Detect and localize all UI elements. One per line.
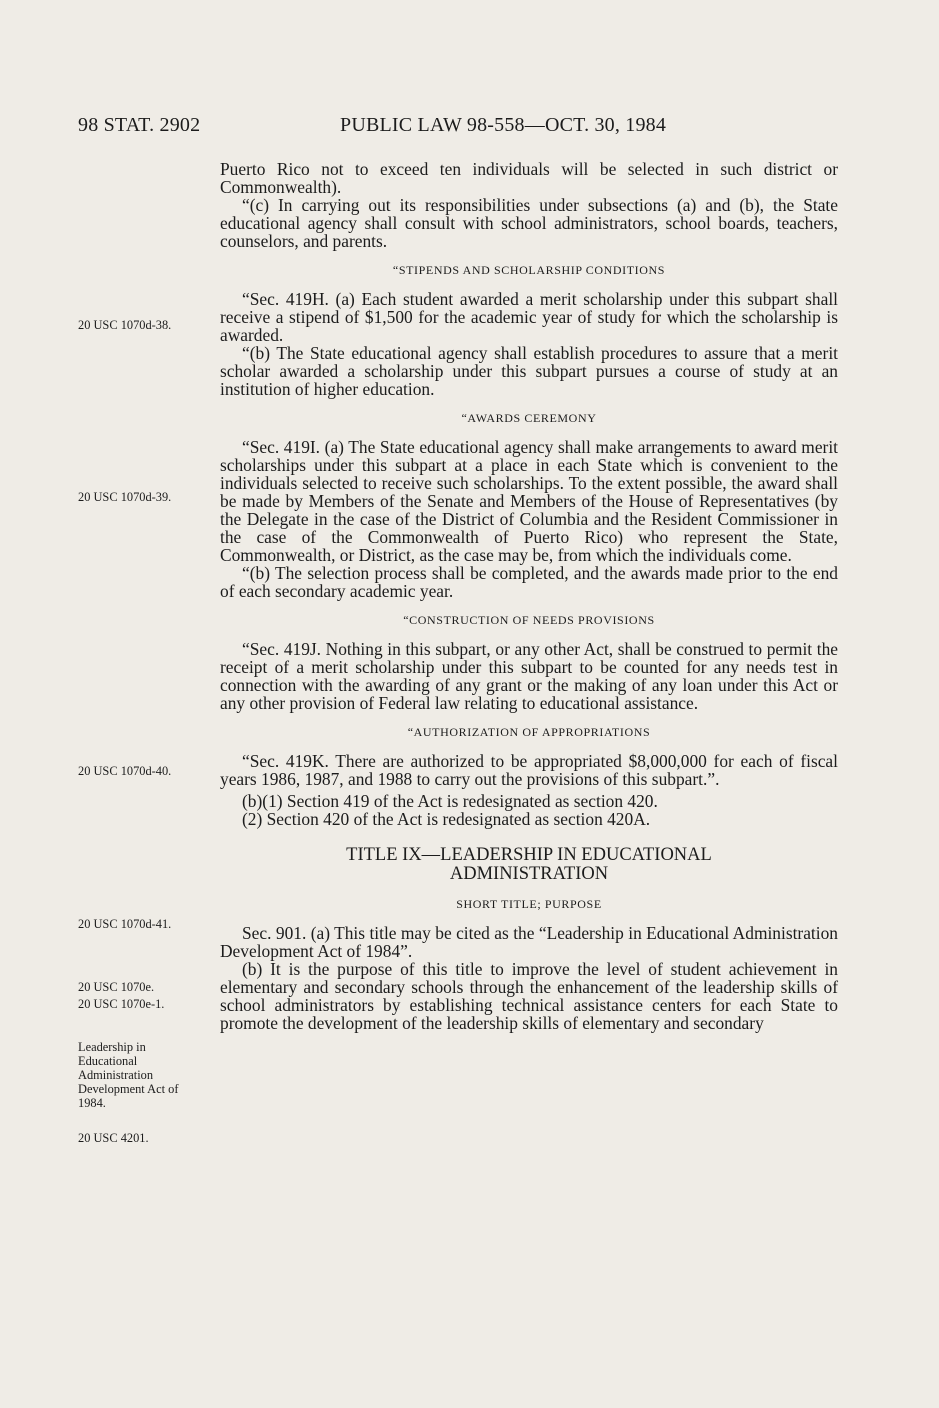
page-reference: 98 STAT. 2902 <box>78 114 201 136</box>
margin-note-usc-4201: 20 USC 4201. <box>78 1131 149 1145</box>
paragraph-sec-419k: “Sec. 419K. There are authorized to be appropriated $8,000,000 for each of fiscal years 1986, 1987, and 1988 to carry out the provisions of this subpart.”. <box>220 751 838 789</box>
law-reference: PUBLIC LAW 98-558—OCT. 30, 1984 <box>340 114 667 136</box>
title-ix-heading <box>220 846 838 884</box>
main-text-column <box>220 160 838 1032</box>
margin-note-usc-1070e-1: 20 USC 1070e-1. <box>78 997 165 1011</box>
margin-note-usc-1070d-38: 20 USC 1070d-38. <box>78 318 172 332</box>
paragraph-419i-b: “(b) The selection process shall be completed, and the awards made prior to the end of each secondary academic year. <box>220 563 838 601</box>
paragraph-redesignate-419: (b)(1) Section 419 of the Act is redesignated as section 420. <box>242 791 658 811</box>
heading-short-title: SHORT TITLE; PURPOSE <box>456 897 602 911</box>
paragraph-sec-901-b: (b) It is the purpose of this title to improve the level of student achievement in elementary and secondary schools through the enhancement of the leadership skills of school administrators by establishing technical assistance centers for each State to promote the development of the leadership skills of elementary and secondary <box>220 959 838 1033</box>
paragraph-continuation: Puerto Rico not to exceed ten individuals will be selected in such district or Commonwealth). <box>220 159 838 197</box>
margin-note-usc-1070d-40: 20 USC 1070d-40. <box>78 764 172 778</box>
title-ix-line-1: TITLE IX—LEADERSHIP IN EDUCATIONAL <box>346 845 712 865</box>
margin-note-short-title: Leadership in Educational Administration Development Act of 1984. <box>78 1040 179 1110</box>
paragraph-sec-419i: “Sec. 419I. (a) The State educational agency shall make arrangements to award merit scholarships under this subpart at a place in each State which is convenient to the individuals selected to receive such scholarships. To the extent possible, the award shall be made by Members of the Senate and Members of the House of Representatives (by the Delegate in the case of the District of Columbia and the Resident Commissioner in the case of the Commonwealth of Puerto Rico) who represent the State, Commonwealth, or District, as the case may be, from which the individuals come. <box>220 437 838 565</box>
margin-note-usc-1070d-41: 20 USC 1070d-41. <box>78 917 172 931</box>
paragraph-419h-b: “(b) The State educational agency shall establish procedures to assure that a merit scholar awarded a scholarship under this subpart pursues a course of study at an institution of higher education. <box>220 343 838 399</box>
heading-appropriations: “AUTHORIZATION OF APPROPRIATIONS <box>407 725 651 739</box>
paragraph-redesignate-420: (2) Section 420 of the Act is redesignated as section 420A. <box>242 809 651 829</box>
margin-note-usc-1070e: 20 USC 1070e. <box>78 980 155 994</box>
margin-note-usc-1070d-39: 20 USC 1070d-39. <box>78 490 172 504</box>
heading-awards-ceremony: “AWARDS CEREMONY <box>461 411 597 425</box>
paragraph-sec-419j: “Sec. 419J. Nothing in this subpart, or any other Act, shall be construed to permit the receipt of a merit scholarship under this subpart to be counted for any needs test in connection with the awarding of any grant or the making of any loan under this Act or any other provision of Federal law relating to educational assistance. <box>220 639 838 713</box>
title-ix-line-2: ADMINISTRATION <box>449 864 609 884</box>
heading-stipends: “STIPENDS AND SCHOLARSHIP CONDITIONS <box>392 263 666 277</box>
heading-needs-provisions: “CONSTRUCTION OF NEEDS PROVISIONS <box>403 613 655 627</box>
paragraph-sec-901-a: Sec. 901. (a) This title may be cited as the “Leadership in Educational Administration Development Act of 1984”. <box>220 923 838 961</box>
paragraph-subsection-c: “(c) In carrying out its responsibilities under subsections (a) and (b), the State educational agency shall consult with school administrators, school boards, teachers, counselors, and parents. <box>220 195 838 251</box>
paragraph-sec-419h: “Sec. 419H. (a) Each student awarded a merit scholarship under this subpart shall receive a stipend of $1,500 for the academic year of study for which the scholarship is awarded. <box>220 289 838 345</box>
